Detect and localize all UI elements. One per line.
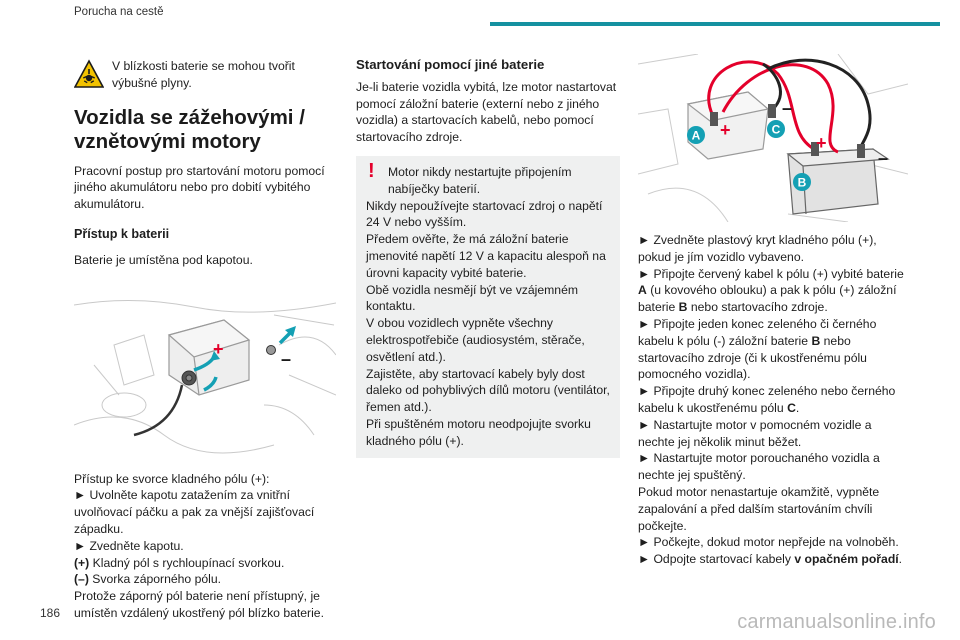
header-accent-bar <box>490 22 940 26</box>
svg-text:A: A <box>691 128 701 143</box>
step-text: ► Nastartujte motor v pomocném vozidle a nechte jej několik minut běžet. <box>638 417 872 449</box>
subheading: Přístup k baterii <box>74 226 170 241</box>
jump-start-figure <box>638 54 908 222</box>
step-text: ► Zvedněte kapotu. <box>74 538 184 553</box>
step-text: Přístup ke svorce kladného pólu (+): <box>74 471 270 486</box>
fig-plus-label: + <box>720 120 731 140</box>
step-text: (–) Svorka záporného pólu. <box>74 572 222 587</box>
note-text: Při spuštěném motoru neodpojujte svorku kladného pólu (+). <box>366 416 591 448</box>
fig-minus-label: – <box>782 98 793 118</box>
fig-callout-a <box>687 126 705 144</box>
step-text: ► Připojte druhý konec zeleného nebo černého kabelu k ukostřenému pólu C. <box>638 384 896 415</box>
step-text: Protože záporný pól baterie není přístupný, je umístěn vzdálený ukostřený pól blízko baterie. <box>74 589 324 620</box>
exclamation-icon: ! <box>368 159 375 182</box>
svg-text:C: C <box>771 122 781 137</box>
fig-minus-label: – <box>878 148 889 168</box>
warning-row <box>74 58 336 92</box>
warning-text: V blízkosti baterie se mohou tvořit výbušné plyny. <box>112 59 295 90</box>
section-heading: Startování pomocí jiné baterie <box>356 57 545 72</box>
note-text: Předem ověřte, že má záložní baterie jmenovité napětí 12 V a kapacitu alespoň na úrovni kapacity vybité baterie. <box>366 232 606 280</box>
note-text: Zajistěte, aby startovací kabely byly dost daleko od pohyblivých dílů motoru (ventilátor, řemen atd.). <box>366 366 610 415</box>
warning-note-box <box>356 156 620 458</box>
section-intro: Je-li baterie vozidla vybitá, lze motor nastartovat pomocí záložní baterie (externí nebo z jiného vozidla) a startovacích kabelů, nebo pomocí startovacího zdroje. <box>356 79 617 145</box>
step-text: ► Připojte červený kabel k pólu (+) vybité baterie A (u kovového oblouku) a pak k pólu (+) záložní baterie B nebo startovacího zdroje. <box>638 266 904 315</box>
step-text: ► Odpojte startovací kabely v opačném pořadí. <box>638 552 903 567</box>
step-text: Pokud motor nenastartuje okamžitě, vypněte zapalování a před dalším startováním chvíli počkejte. <box>638 484 880 533</box>
header-title: Porucha na cestě <box>74 6 164 18</box>
note-text: V obou vozidlech vypněte všechny elektrospotřebiče (audiosystém, stěrače, osvětlení atd.). <box>366 316 585 364</box>
step-text: ► Počkejte, dokud motor nepřejde na volnoběh. <box>638 535 899 550</box>
fig-plus-label: + <box>213 338 224 359</box>
step-text: ► Připojte jeden konec zeleného či černého kabelu k pólu (-) záložní baterie B nebo startovacího zdroje (či k ukostřenému pólu pomocného vozidla). <box>638 316 877 382</box>
fig-plus-label: + <box>816 133 827 153</box>
note-text: Nikdy nepoužívejte startovací zdroj o napětí 24 V nebo vyšším. <box>366 198 603 230</box>
fig-callout-c <box>767 120 785 138</box>
battery-location-figure <box>74 285 336 455</box>
page-number: 186 <box>40 606 61 620</box>
step-text: ► Uvolněte kapotu zatažením za vnitřní uvolňovací páčku a pak za vnější zajišťovací západku. <box>74 488 315 536</box>
note-text: Motor nikdy nestartujte připojením nabíječky baterií. <box>388 164 572 196</box>
step-text: ► Nastartujte motor porouchaného vozidla a nechte jej spuštěný. <box>638 451 880 483</box>
column-left <box>74 54 336 622</box>
step-text: (+) Kladný pól s rychloupínací svorkou. <box>74 555 285 570</box>
note-text: Obě vozidla nesmějí být ve vzájemném kontaktu. <box>366 282 579 314</box>
fig-callout-b <box>793 173 811 191</box>
explosion-warning-icon <box>74 59 104 89</box>
column-middle <box>356 54 620 458</box>
step-text: ► Zvedněte plastový kryt kladného pólu (+), pokud je jím vozidlo vybaveno. <box>638 233 877 264</box>
watermark: carmanualsonline.info <box>737 611 936 633</box>
section-heading: Vozidla se zážehovými / vznětovými motory <box>74 105 305 153</box>
fig-minus-label: – <box>281 348 292 369</box>
subheading-text: Baterie je umístěna pod kapotou. <box>74 252 253 267</box>
svg-text:B: B <box>797 175 807 190</box>
section-intro: Pracovní postup pro startování motoru pomocí jiného akumulátoru nebo pro dobití vybitého akumulátoru. <box>74 163 325 212</box>
column-right <box>638 54 908 568</box>
